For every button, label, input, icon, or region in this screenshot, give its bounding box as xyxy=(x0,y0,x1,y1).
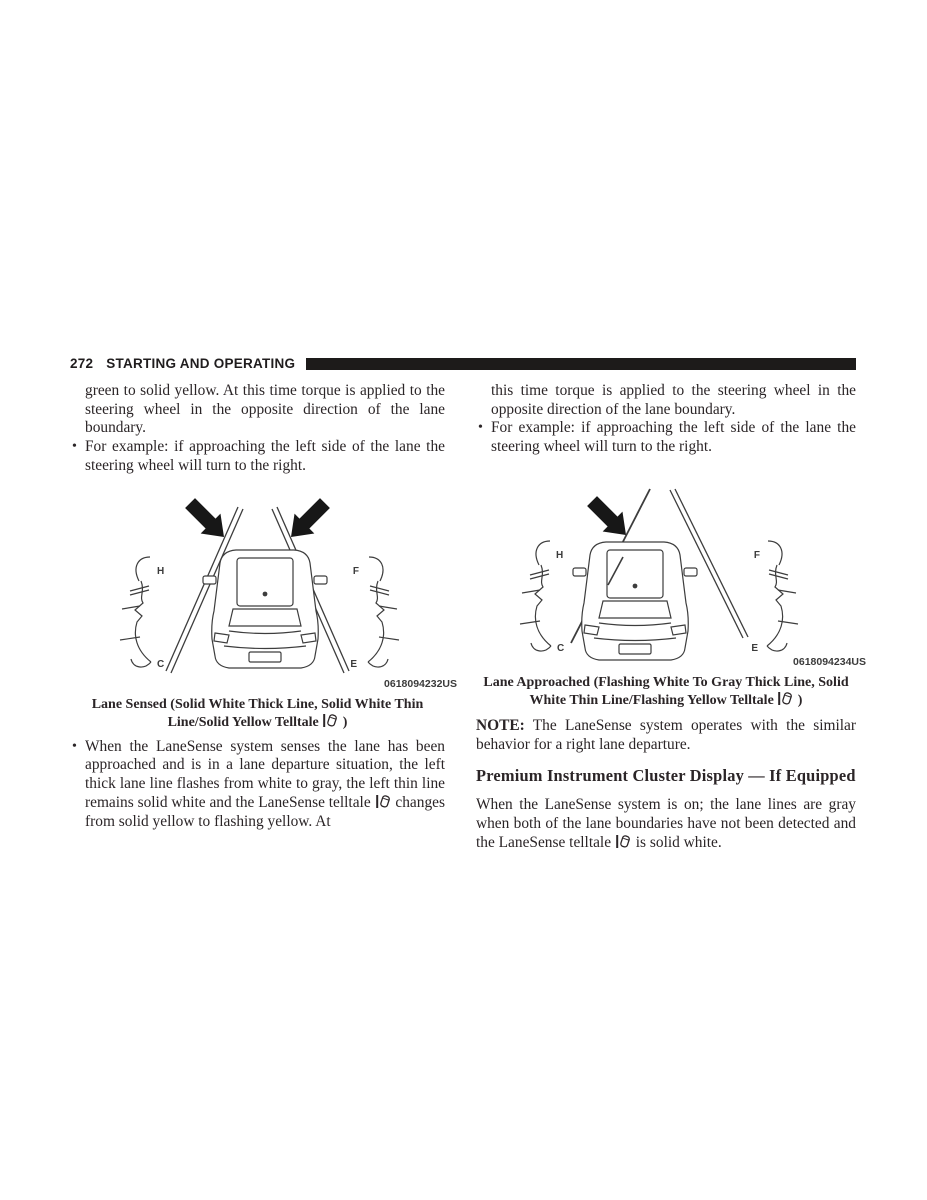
body-paragraph: When the LaneSense system is on; the lane lines are gray when both of the lane boundaries have not been detected and the LaneSense telltale is solid white. xyxy=(476,796,856,851)
lanesense-telltale-icon xyxy=(615,834,632,849)
sub-heading: Premium Instrument Cluster Display — If Equipped xyxy=(476,766,856,786)
left-column xyxy=(70,382,457,852)
figure-caption: Lane Sensed (Solid White Thick Line, Solid White Thin Line/Solid Yellow Telltale ) xyxy=(91,696,424,731)
bullet-item: • For example: if approaching the left side of the lane the steering wheel will turn to the right. xyxy=(70,438,445,475)
callout-label-f: F xyxy=(352,565,359,577)
paragraph-continuation: green to solid yellow. At this time torque is applied to the steering wheel in the opposite direction of the lane boundary. xyxy=(85,382,445,437)
section-title: STARTING AND OPERATING xyxy=(106,356,296,371)
figure-id-label: 0618094232US xyxy=(384,677,457,690)
note-paragraph: NOTE: The LaneSense system operates with the similar behavior for a right lane departure. xyxy=(476,717,856,753)
right-column xyxy=(476,382,866,852)
callout-label-c: C xyxy=(157,658,165,670)
figure-id-label: 0618094234US xyxy=(793,655,866,668)
header-rule-bar xyxy=(306,358,856,370)
callout-label-e: E xyxy=(751,642,758,654)
callout-label-f: F xyxy=(753,549,760,561)
page-header xyxy=(70,356,856,371)
bullet-item: • When the LaneSense system senses the lane has been approached and is in a lane departure situation, the left thick lane line flashes from white to gray, the left thin line remains solid white and the LaneSense telltale changes from solid yellow to flashing yellow. At xyxy=(70,738,445,832)
callout-label-c: C xyxy=(557,642,565,654)
manual-page xyxy=(70,356,866,852)
lanesense-telltale-icon xyxy=(375,794,392,809)
left-lane-arrow-icon xyxy=(582,491,636,545)
page-number: 272 xyxy=(70,356,94,371)
paragraph-continuation: this time torque is applied to the steering wheel in the opposite direction of the lane boundary. xyxy=(491,382,856,418)
lane-approached-diagram xyxy=(492,471,872,671)
callout-label-h: H xyxy=(157,565,165,577)
note-label: NOTE: xyxy=(476,717,525,734)
callout-label-h: H xyxy=(556,549,564,561)
figure-caption: Lane Approached (Flashing White To Gray Thick Line, Solid White Thin Line/Flashing Yellow Telltale ) xyxy=(483,674,849,709)
two-column-layout xyxy=(70,382,866,852)
lanesense-telltale-icon xyxy=(777,691,794,706)
right-lane-arrow-icon xyxy=(281,493,335,547)
lane-sensed-diagram xyxy=(110,493,460,693)
lanesense-telltale-icon xyxy=(322,713,339,728)
bullet-item: • For example: if approaching the left side of the lane the steering wheel will turn to the right. xyxy=(476,419,856,456)
left-lane-arrow-icon xyxy=(180,493,234,547)
column-gutter xyxy=(445,382,476,852)
callout-label-e: E xyxy=(350,658,357,670)
